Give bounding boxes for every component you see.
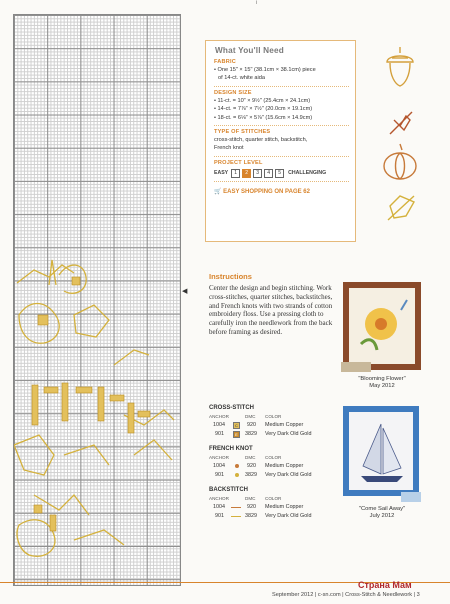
level-challenging-label: CHALLENGING (288, 170, 327, 177)
site-watermark: Страна Мам (358, 580, 412, 590)
chart-stem (134, 440, 172, 460)
color-name: Medium Copper (265, 422, 304, 428)
legend-row (209, 472, 329, 480)
stitch-types-heading: TYPE OF STITCHES (214, 129, 271, 136)
cart-icon: 🛒 (214, 188, 222, 195)
chart-shape (74, 305, 109, 337)
photo-caption-title: "Come Sail Away" (358, 506, 406, 512)
chart-pattern (14, 15, 180, 585)
level-box-selected: 2 (242, 169, 251, 178)
color-name: Medium Copper (265, 463, 304, 469)
center-arrow-icon: ◀ (182, 288, 188, 295)
divider (214, 125, 349, 126)
knot-symbol (235, 464, 239, 468)
fabric-line: • One 15" × 15" (38.1cm × 38.1cm) piece (214, 67, 316, 73)
chart-letter-block (32, 385, 38, 425)
color-name: Very Dark Old Gold (265, 513, 312, 519)
blooming-flower-photo (341, 280, 423, 372)
col-anchor: ANCHOR (209, 496, 229, 501)
chart-stem (64, 445, 109, 465)
stitch-line: cross-stitch, quarter stitch, backstitch, (214, 137, 308, 144)
chart-letter-block (110, 395, 124, 401)
instructions-text: Center the design and begin stitching. Work cross-stitches, quarter stitches, backstitches, and French knots with two strands of cotton embroidery floss. Use a pressing cloth to carefully iron the needlework from the back before framing as desired. (209, 284, 333, 336)
divider (214, 156, 349, 157)
anchor-number: 901 (215, 472, 224, 478)
backstitch-legend-title: BACKSTITCH (209, 487, 248, 493)
design-size-heading: DESIGN SIZE (214, 89, 252, 96)
chart-apple-outline (17, 520, 55, 557)
page-top-mark: i (256, 0, 258, 6)
dmc-number: 3829 (245, 431, 257, 437)
dmc-number: 920 (247, 463, 256, 469)
instructions-heading: Instructions (209, 272, 252, 281)
col-color: COLOR (265, 496, 282, 501)
anchor-number: 1004 (213, 422, 225, 428)
anchor-number: 1004 (213, 463, 225, 469)
cross-stitch-chart (13, 14, 181, 586)
come-sail-away-photo (341, 404, 423, 504)
fabric-heading: FABRIC (214, 59, 237, 65)
needs-title: What You'll Need (215, 46, 284, 55)
col-color: COLOR (265, 414, 282, 419)
come-sail-away-caption (341, 506, 423, 520)
color-name: Medium Copper (265, 504, 304, 510)
design-line: • 18-ct. = 6⅛" × 5⅞" (15.6cm × 14.9cm) (214, 114, 313, 121)
chart-shape (14, 435, 54, 475)
level-box: 3 (253, 169, 262, 178)
col-dmc: DMC (245, 455, 256, 460)
legend-row (209, 463, 329, 471)
dmc-number: 3829 (245, 472, 257, 478)
stitch-types-text (214, 136, 349, 153)
chart-letter-block (98, 387, 104, 421)
legend-row (209, 431, 329, 439)
dmc-number: 920 (247, 422, 256, 428)
fabric-line: of 14-ct. white aida (218, 75, 265, 82)
level-box: 1 (231, 169, 240, 178)
backstitch-line-symbol (231, 507, 241, 508)
knot-symbol (235, 473, 239, 477)
easy-shopping-label: EASY SHOPPING ON PAGE 62 (223, 188, 310, 195)
chart-letter-block (38, 315, 48, 325)
level-easy-label: EASY (214, 170, 229, 177)
col-dmc: DMC (245, 414, 256, 419)
chart-letter-block (128, 403, 134, 433)
stitch-symbol: E (233, 431, 240, 438)
stitch-line: French knot (214, 145, 244, 152)
level-box: 5 (275, 169, 284, 178)
legend-row (209, 504, 329, 512)
color-name: Very Dark Old Gold (265, 431, 312, 437)
design-line: • 11-ct. = 10" × 9½" (25.4cm × 24.1cm) (214, 97, 311, 104)
chart-letter-block (138, 411, 150, 417)
project-level-scale (214, 169, 355, 178)
col-anchor: ANCHOR (209, 414, 229, 419)
chart-letter-block (50, 515, 56, 531)
anchor-number: 1004 (213, 504, 225, 510)
legend-row (209, 513, 329, 521)
easy-shopping-link[interactable] (214, 188, 355, 195)
chart-letter-block (44, 387, 58, 393)
dmc-number: 920 (247, 504, 256, 510)
chart-stem (114, 350, 149, 365)
legend-row (209, 422, 329, 430)
col-anchor: ANCHOR (209, 455, 229, 460)
chart-letter-block (72, 277, 80, 285)
color-name: Very Dark Old Gold (265, 472, 312, 478)
backstitch-line-symbol (231, 516, 241, 517)
anchor-number: 901 (215, 431, 224, 437)
project-level-heading: PROJECT LEVEL (214, 159, 263, 166)
divider (214, 181, 349, 182)
chart-letter-block (76, 387, 92, 393)
acorn-icon (383, 44, 417, 88)
col-color: COLOR (265, 455, 282, 460)
photo-caption-date: May 2012 (369, 383, 395, 389)
maple-leaf-icon (384, 192, 418, 224)
photo-caption-date: July 2012 (369, 513, 395, 519)
chart-stem (74, 530, 124, 545)
what-you-need-box (205, 40, 356, 242)
fabric-text (214, 66, 349, 83)
col-dmc: DMC (245, 496, 256, 501)
photo-caption-title: "Blooming Flower" (358, 376, 406, 382)
design-size-text (214, 97, 349, 122)
leaf-icon (386, 108, 416, 138)
dmc-number: 3829 (245, 513, 257, 519)
chart-letter-block (34, 505, 42, 513)
cross-stitch-legend-title: CROSS-STITCH (209, 405, 254, 411)
chart-letter-block (62, 383, 68, 421)
chart-stem (49, 260, 56, 285)
design-line: • 14-ct. = 7⅞" × 7½" (20.0cm × 19.1cm) (214, 106, 313, 113)
page-footer: September 2012 | c-sn.com | Cross-Stitch & Needlework | 3 (272, 592, 420, 598)
level-box: 4 (264, 169, 273, 178)
stitch-symbol: C (233, 422, 240, 429)
anchor-number: 901 (215, 513, 224, 519)
french-knot-legend-title: FRENCH KNOT (209, 446, 253, 452)
blooming-flower-caption (341, 376, 423, 390)
pumpkin-icon (380, 138, 420, 182)
divider (214, 86, 349, 87)
